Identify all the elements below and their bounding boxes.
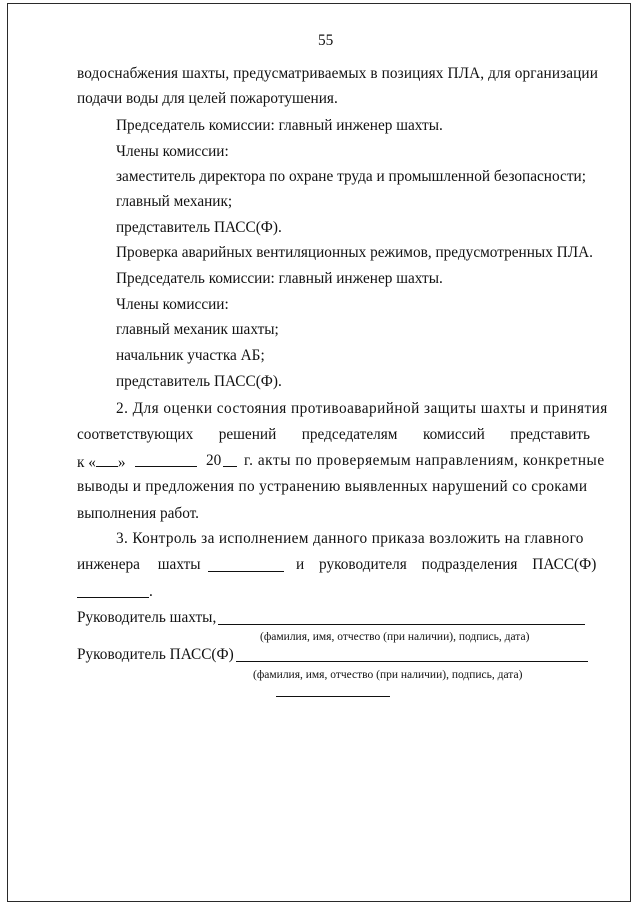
commission-chair: Председатель комиссии: главный инженер шахты.: [116, 117, 443, 134]
item3-line: инженера шахты: [77, 556, 201, 573]
item2-line: 2. Для оценки состояния противоаварийной защиты шахты и принятия: [116, 400, 608, 417]
item2-line: выводы и предложения по устранению выявленных нарушений со сроками: [77, 478, 588, 495]
item2-date-line: [77, 452, 126, 472]
signature-caption-pass: (фамилия, имя, отчество (при наличии), подпись, дата): [253, 669, 523, 681]
signature-caption-head: (фамилия, имя, отчество (при наличии), подпись, дата): [260, 631, 530, 643]
end-rule: [276, 696, 390, 697]
member-item: заместитель директора по охране труда и промышленной безопасности;: [116, 168, 586, 185]
signature-label-pass: Руководитель ПАСС(Ф): [77, 646, 234, 663]
signature-line-pass: [236, 661, 588, 662]
member-item: представитель ПАСС(Ф).: [116, 219, 282, 236]
word: комиссий: [422, 426, 485, 443]
check-heading: Проверка аварийных вентиляционных режимов, предусмотренных ПЛА.: [116, 244, 593, 261]
item2-justified-line: [77, 426, 590, 444]
paragraph-line: подачи воды для целей пожаротушения.: [77, 90, 338, 107]
day-blank: [96, 452, 118, 467]
date-prefix: к «: [77, 454, 96, 471]
member-item: главный механик;: [116, 193, 233, 210]
signature-line-head: [218, 624, 585, 625]
word: представить: [510, 426, 590, 443]
item3-line: и руководителя подразделения ПАСС(Ф): [296, 556, 597, 573]
member-item: представитель ПАСС(Ф).: [116, 373, 282, 390]
word: решений: [218, 426, 277, 443]
paragraph-line: водоснабжения шахты, предусматриваемых в позициях ПЛА, для организации: [77, 65, 598, 82]
word: председателям: [301, 426, 398, 443]
item2-line: выполнения работ.: [77, 505, 200, 522]
page-number: 55: [318, 32, 334, 49]
member-item: начальник участка АБ;: [116, 347, 265, 364]
item3-line: 3. Контроль за исполнением данного приказа возложить на главного: [116, 530, 584, 547]
commission-members-heading: Члены комиссии:: [116, 143, 229, 160]
month-blank: [135, 466, 197, 467]
commission-members-heading: Члены комиссии:: [116, 296, 229, 313]
engineer-name-blank: [208, 571, 284, 572]
word: соответствующих: [77, 426, 194, 443]
item3-end: .: [149, 583, 153, 600]
commission-chair: Председатель комиссии: главный инженер шахты.: [116, 270, 443, 287]
date-quote: »: [117, 454, 126, 471]
year-blank: [223, 466, 237, 467]
pass-head-name-blank: [77, 597, 149, 598]
year-prefix: 20: [206, 452, 222, 469]
item2-line: г. акты по проверяемым направлениям, конкретные: [244, 452, 605, 469]
signature-label-head: Руководитель шахты,: [77, 609, 217, 626]
member-item: главный механик шахты;: [116, 321, 279, 338]
